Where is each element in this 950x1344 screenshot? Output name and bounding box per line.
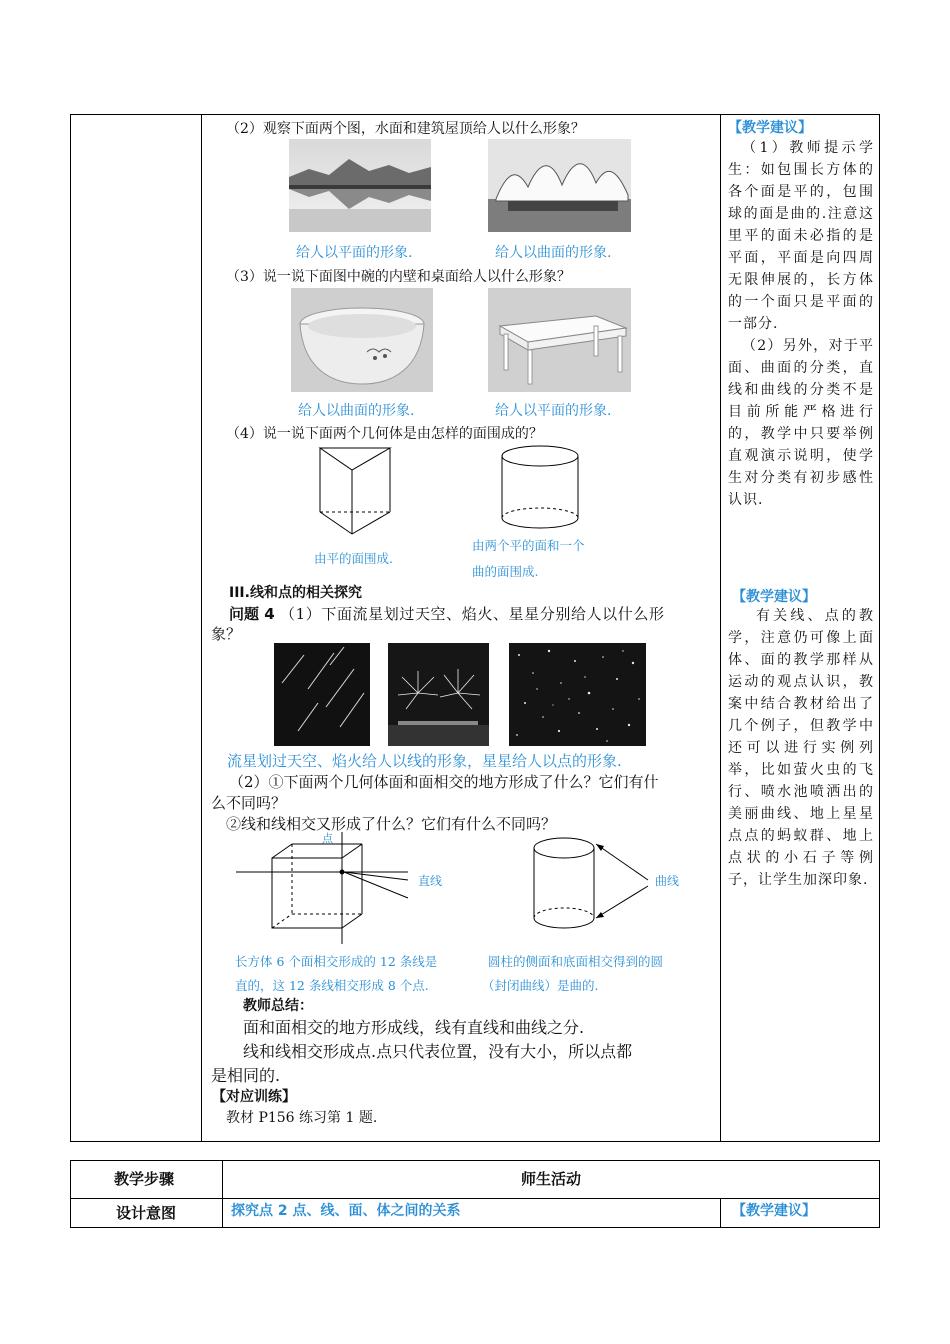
table-photo — [488, 288, 631, 392]
sidebar-para-1 — [728, 137, 874, 335]
table1-bottom — [70, 1141, 880, 1142]
table2-mid — [70, 1198, 880, 1199]
problem-line2: 象？ — [211, 625, 242, 643]
q2-prompt: （2）观察下面两个图，水面和建筑屋顶给人以什么形象？ — [226, 121, 585, 137]
table2-col1 — [222, 1160, 223, 1228]
caption-right-1: 圆柱的侧面和底面相交得到的圆 — [488, 954, 664, 969]
cylinder-figure — [498, 444, 582, 532]
label-straight: 直线 — [418, 874, 443, 888]
bowl-photo — [291, 288, 433, 392]
table1-col2 — [720, 114, 721, 1142]
lake-photo — [289, 139, 431, 232]
roof-photo — [488, 139, 631, 232]
sidebar-para-2 — [728, 335, 874, 511]
q4-answer-right-1: 由两个平的面和一个 — [472, 538, 585, 553]
table1-right — [879, 114, 880, 1142]
section3-answer: 流星划过天空、焰火给人以线的形象，星星给人以点的形象. — [227, 752, 622, 770]
table2-right — [879, 1160, 880, 1228]
summary-2: 线和线相交形成点.点只代表位置，没有大小，所以点都 — [243, 1042, 633, 1061]
q4-prompt: （4）说一说下面两个几何体是由怎样的面围成的？ — [226, 426, 543, 442]
summary-3: 是相同的. — [211, 1066, 281, 1085]
section3-heading: III.线和点的相关探究 — [229, 585, 362, 601]
table2-header-step: 教学步骤 — [114, 1170, 175, 1188]
table1-col1 — [201, 114, 202, 1142]
table1-left — [70, 114, 71, 1142]
q4-answer-left: 由平的面围成. — [314, 551, 393, 566]
table2-bottom — [70, 1227, 880, 1228]
training-text: 教材 P156 练习第 1 题. — [226, 1110, 378, 1126]
q4-answer-right-2: 曲的面围成. — [472, 564, 539, 579]
table2-top — [70, 1160, 880, 1161]
meteor-photo — [274, 643, 370, 746]
table2-row-content: 探究点 2 点、线、面、体之间的关系 — [231, 1203, 461, 1219]
label-curve: 曲线 — [655, 874, 680, 888]
q2-answer-right: 给人以曲面的形象. — [495, 245, 612, 261]
problem-line1: （1）下面流星划过天空、焰火、星星分别给人以什么形 — [280, 605, 665, 623]
sidebar-para-1-text: （1）教师提示学生：如包围长方体的各个面是平的，包围球的面是曲的.注意这里平的面未必指的是平面，平面是向四周无限伸展的，长方体的一个面只是平面的一部分. — [728, 140, 874, 332]
sub2-line2: 么不同吗？ — [211, 794, 287, 812]
table2-col2 — [720, 1198, 721, 1228]
stars-photo — [509, 643, 646, 746]
summary-1: 面和面相交的地方形成线，线有直线和曲线之分. — [243, 1018, 585, 1037]
caption-right-2: （封闭曲线）是曲的. — [482, 978, 599, 993]
table2-left — [70, 1160, 71, 1228]
q2-answer-left: 给人以平面的形象. — [296, 245, 413, 261]
problem-label: 问题 4 — [229, 605, 275, 623]
sidebar-para-3-text: 有关线、点的教学，注意仍可像上面体、面的教学那样从运动的观点认识，教案中结合教材给出了几个例子，但教学中还可以进行实例列举，比如萤火虫的飞行、喷水池喷洒出的美丽曲线、地上星星点点的蚂蚁群、地上点状的小石子等例子，让学生加深印象. — [728, 608, 874, 888]
q3-answer-left: 给人以曲面的形象. — [298, 403, 415, 419]
fireworks-photo — [388, 643, 489, 746]
sub2-line1: （2）①下面两个几何体面和面相交的地方形成了什么？它们有什 — [229, 773, 659, 791]
label-point: 点 — [322, 832, 333, 845]
sidebar-para-3 — [728, 605, 874, 891]
table2-row-side: 【教学建议】 — [732, 1203, 816, 1219]
caption-left-2: 直的，这 12 条线相交形成 8 个点. — [235, 978, 429, 993]
caption-left-1: 长方体 6 个面相交形成的 12 条线是 — [235, 954, 438, 969]
table2-header-activity: 师生活动 — [521, 1170, 582, 1188]
table2-row-label: 设计意图 — [116, 1204, 177, 1222]
sidebar-para-2-text: （2）另外，对于平面、曲面的分类，直线和曲线的分类不是目前所能严格进行的，教学中只要举例直观演示说明，使学生对分类有初步感性认识. — [728, 338, 874, 508]
prism-figure — [316, 444, 396, 540]
sidebar-title-2: 【教学建议】 — [732, 589, 816, 605]
q3-answer-right: 给人以平面的形象. — [495, 403, 612, 419]
training-title: 【对应训练】 — [212, 1089, 296, 1105]
cylinder-curve-figure — [530, 832, 670, 942]
q3-prompt: （3）说一说下面图中碗的内壁和桌面给人以什么形象？ — [226, 269, 571, 285]
sidebar-title-1: 【教学建议】 — [728, 120, 812, 136]
summary-title: 教师总结： — [243, 998, 313, 1014]
table1-top — [70, 114, 880, 115]
sub2-q2: ②线和线相交又形成了什么？它们有什么不同吗？ — [226, 815, 557, 833]
